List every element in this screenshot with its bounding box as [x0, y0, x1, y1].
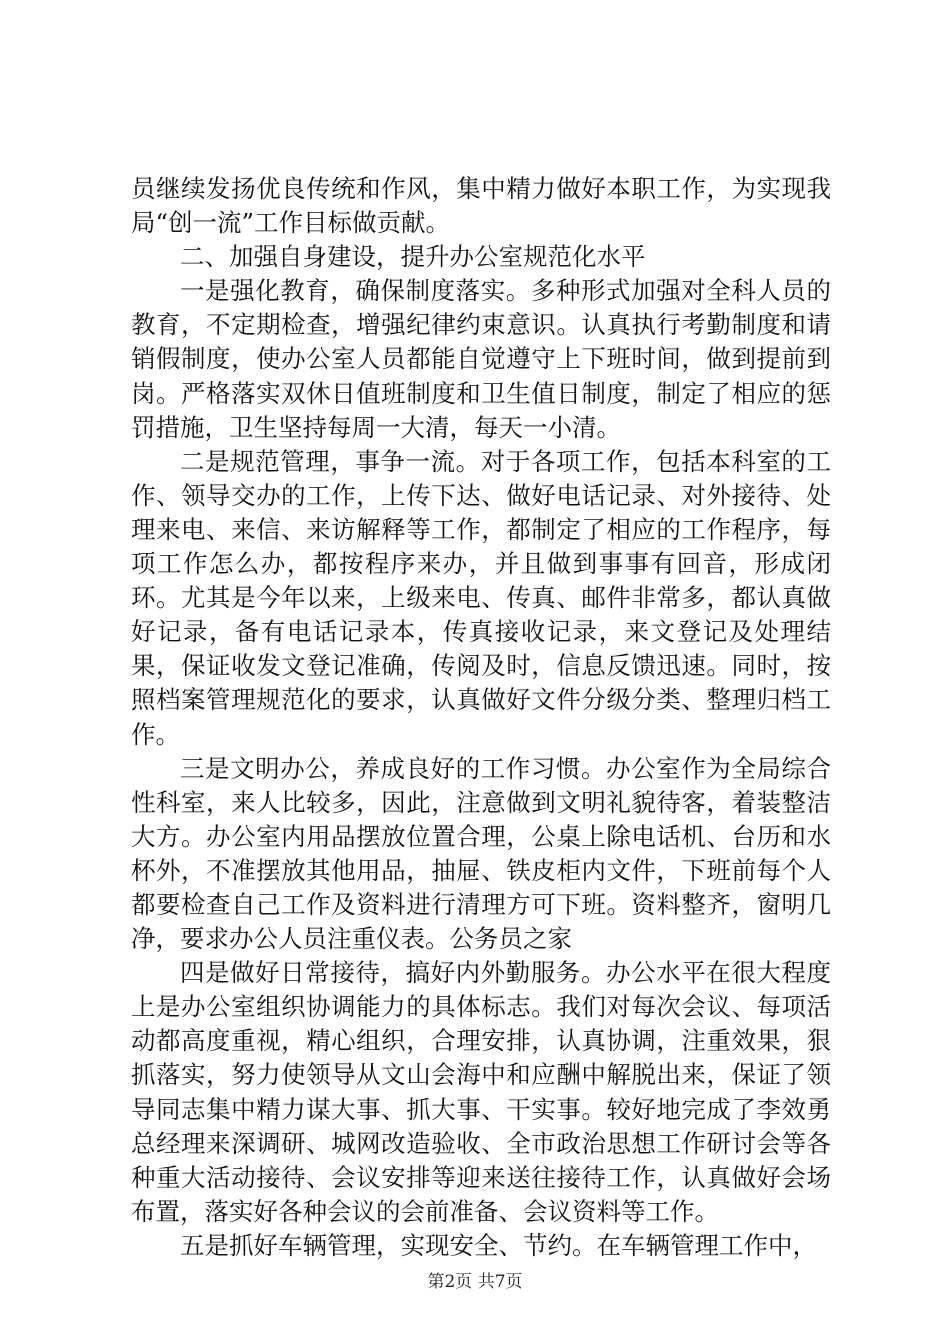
- paragraph-reception: 四是做好日常接待，搞好内外勤服务。办公水平在很大程度上是办公室组织协调能力的具体标志。我们对每次会议、每项活动都高度重视，精心组织，合理安排，认真协调，注重效果，狠抓落实，努力使领导从文山会海中和应酬中解脱出来，保证了领导同志集中精力谋大事、抓大事、干实事。较好地完成了李效勇总经理来深调研、城网改造验收、全市政治思想工作研讨会等各种重大活动接待、会议安排等迎来送往接待工作，认真做好会场布置，落实好各种会议的会前准备、会议资料等工作。: [131, 958, 831, 1226]
- paragraph-education: 一是强化教育，确保制度落实。多种形式加强对全科人员的教育，不定期检查，增强纪律约束意识。认真执行考勤制度和请销假制度，使办公室人员都能自觉遵守上下班时间，做到提前到岗。严格落实双休日值班制度和卫生值日制度，制定了相应的惩罚措施，卫生坚持每周一大清，每天一小清。: [131, 276, 831, 442]
- document-body: [131, 172, 831, 1263]
- section-heading: 二、加强自身建设，提升办公室规范化水平: [180, 242, 646, 272]
- paragraph-civilized-office: 三是文明办公，养成良好的工作习惯。办公室作为全局综合性科室，来人比较多，因此，注意做到文明礼貌待客，着装整洁大方。办公室内用品摆放位置合理，公桌上除电话机、台历和水杯外，不准摆放其他用品，抽屉、铁皮柜内文件，下班前每个人都要检查自己工作及资料进行清理方可下班。资料整齐，窗明几净，要求办公人员注重仪表。公务员之家: [131, 753, 831, 954]
- paragraph-continuation: 员继续发扬优良传统和作风，集中精力做好本职工作，为实现我局“创一流”工作目标做贡献。: [131, 174, 831, 238]
- page-footer: 第2页 共7页: [427, 1272, 523, 1292]
- paragraph-management: 二是规范管理，事争一流。对于各项工作，包括本科室的工作、领导交办的工作，上传下达、做好电话记录、对外接待、处理来电、来信、来访解释等工作，都制定了相应的工作程序，每项工作怎么办，都按程序来办，并且做到事事有回音，形成闭环。尤其是今年以来，上级来电、传真、邮件非常多，都认真做好记录，备有电话记录本，传真接收记录，来文登记及处理结果，保证收发文登记准确，传阅及时，信息反馈迅速。同时，按照档案管理规范化的要求，认真做好文件分级分类、整理归档工作。: [131, 446, 831, 749]
- paragraph-vehicles: 五是抓好车辆管理，实现安全、节约。在车辆管理工作中，: [180, 1230, 817, 1260]
